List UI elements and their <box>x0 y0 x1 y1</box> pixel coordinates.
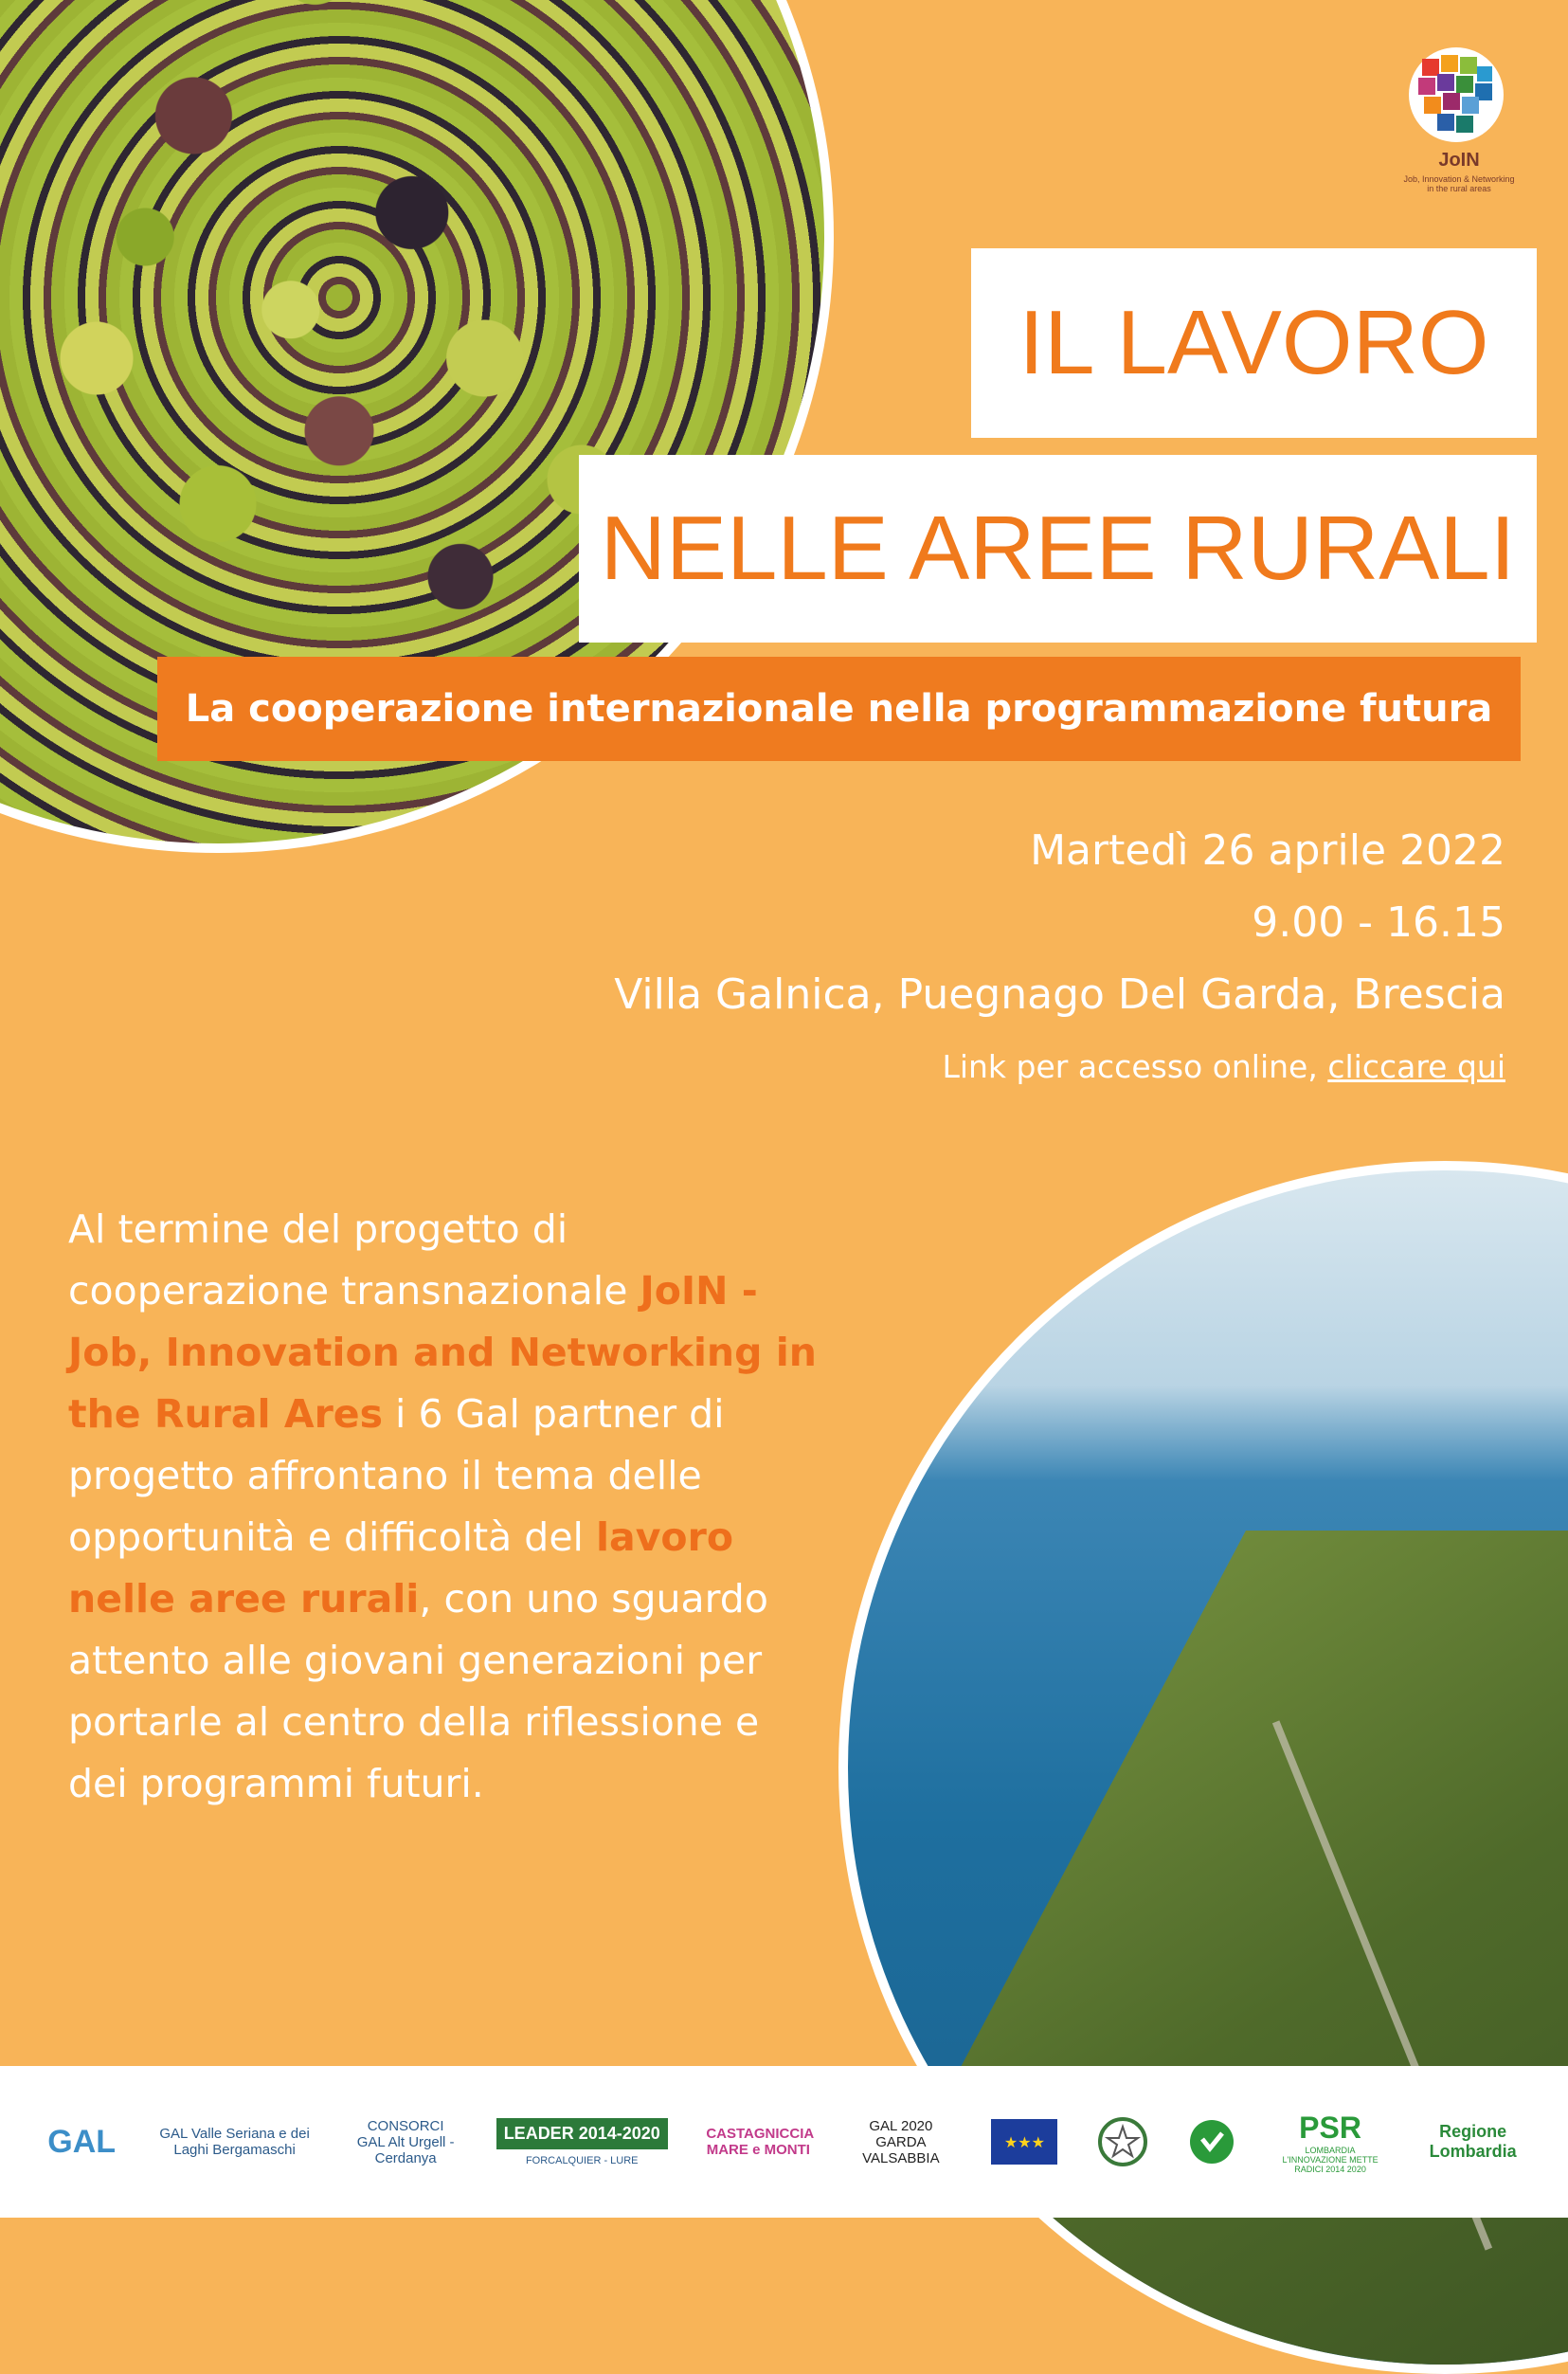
gal-logo: GAL <box>47 2123 117 2160</box>
leader-logo-group <box>496 2118 668 2166</box>
forcalquier-logo: FORCALQUIER - LURE <box>525 2154 639 2166</box>
description-part-3: , con uno sguardo attento alle giovani generazioni per portarle al centro della riflessione e dei programmi futuri. <box>68 1576 768 1806</box>
join-logo-icon <box>1407 45 1505 144</box>
psr-logo: PSR <box>1299 2110 1361 2145</box>
project-name-highlight: JoIN -Job, Innovation and Networking in the Rural Ares <box>68 1268 817 1437</box>
join-logo-tagline: Job, Innovation & Networking in the rural areas <box>1403 174 1515 193</box>
description-part-2: i 6 Gal partner di progetto affrontano il tema delle opportunità e difficoltà del <box>68 1391 725 1560</box>
psr-logo-group <box>1273 2111 1387 2174</box>
event-place: Villa Galnica, Puegnago Del Garda, Brescia <box>614 970 1505 1019</box>
coast-hill <box>838 1531 1568 2374</box>
gal-garda-valsabbia-logo: GAL 2020 GARDA VALSABBIA <box>862 2117 940 2166</box>
event-info <box>614 815 1505 1103</box>
psr-leaf-icon <box>1188 2118 1235 2166</box>
italian-republic-emblem-icon <box>1096 2115 1149 2168</box>
subtitle-banner: La cooperazione internazionale nella programmazione futura <box>157 657 1521 761</box>
title-line-1: IL LAVORO <box>971 248 1537 438</box>
event-date: Martedì 26 aprile 2022 <box>1030 826 1505 875</box>
consorci-gal-logo: CONSORCI GAL Alt Urgell - Cerdanya <box>356 2117 455 2166</box>
online-link-row <box>614 1031 1505 1103</box>
partner-logos-footer <box>0 2066 1568 2218</box>
description <box>68 1199 826 1815</box>
online-link-prefix: Link per accesso online, <box>942 1048 1328 1085</box>
gal-valle-seriana-logo: GAL Valle Seriana e dei Laghi Bergamaschi <box>159 2126 310 2158</box>
topic-highlight: lavoro nelle aree rurali <box>68 1514 733 1622</box>
psr-logo-subtitle: LOMBARDIA L'INNOVAZIONE METTE RADICI 2014 2020 <box>1282 2145 1379 2174</box>
title-line-2: NELLE AREE RURALI <box>579 455 1537 643</box>
online-link[interactable]: cliccare qui <box>1327 1048 1505 1085</box>
regione-lombardia-logo: Regione Lombardia <box>1429 2122 1517 2161</box>
description-part-1: Al termine del progetto di cooperazione transnazionale <box>68 1206 640 1314</box>
join-logo-label: JoIN <box>1438 150 1480 171</box>
leader-logo: LEADER 2014-2020 <box>496 2118 668 2149</box>
event-time: 9.00 - 16.15 <box>1252 898 1505 947</box>
eu-flag-icon: ★★★ <box>991 2119 1057 2165</box>
castagniccia-logo: CASTAGNICCIA MARE e MONTI <box>706 2126 815 2158</box>
